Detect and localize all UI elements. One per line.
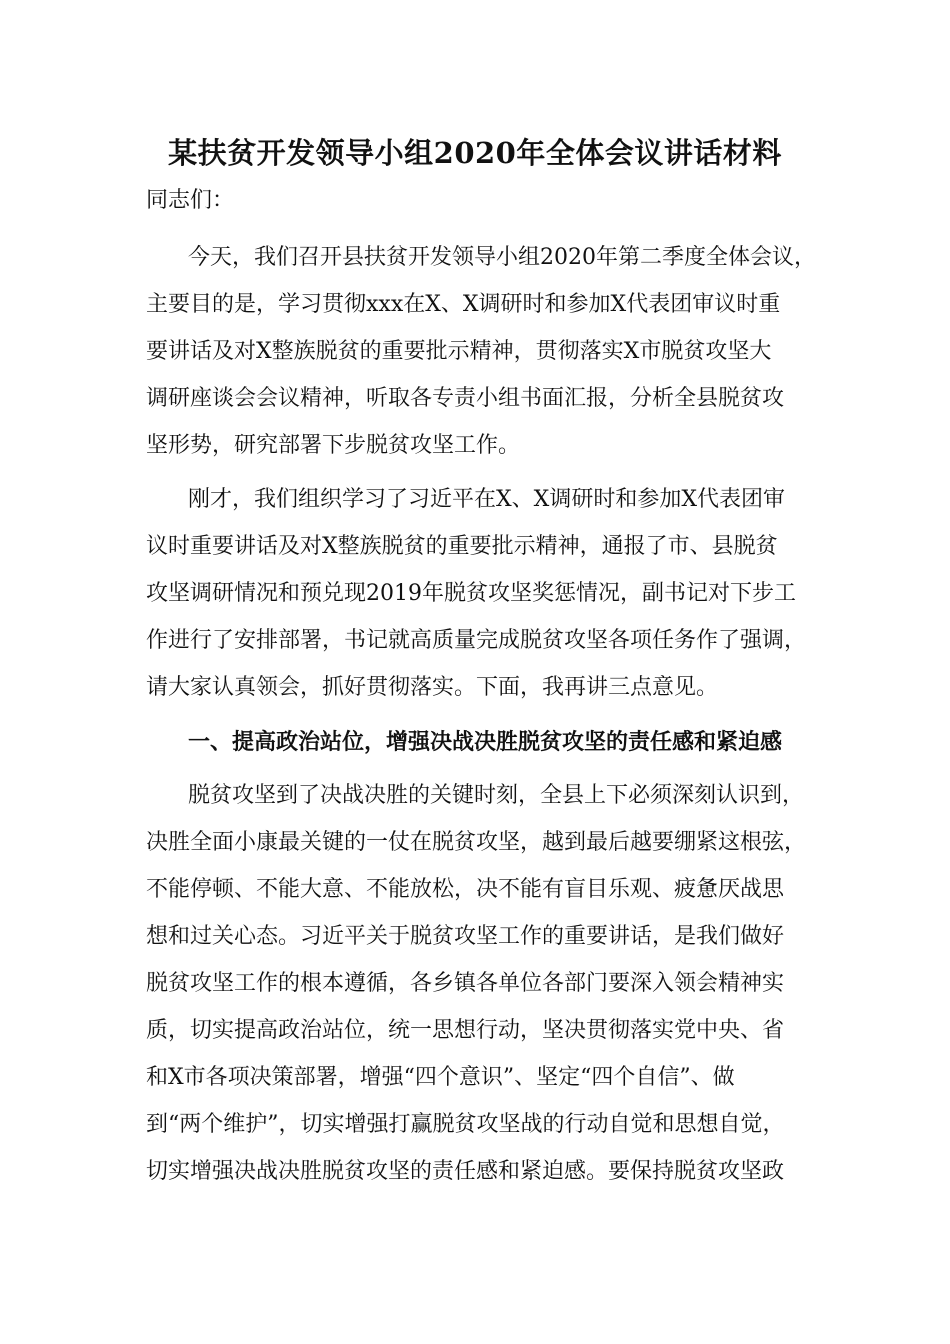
paragraph-line: 想和过关心态。习近平关于脱贫攻坚工作的重要讲话，是我们做好 <box>146 924 785 949</box>
paragraph-line: 攻坚调研情况和预兑现2019年脱贫攻坚奖惩情况，副书记对下步工 <box>146 581 796 606</box>
paragraph-line: 主要目的是，学习贯彻xxx在X、X调研时和参加X代表团审议时重 <box>146 292 781 317</box>
paragraph-line: 作进行了安排部署，书记就高质量完成脱贫攻坚各项任务作了强调， <box>146 628 807 653</box>
document-title: 某扶贫开发领导小组2020年全体会议讲话材料 <box>168 136 782 170</box>
paragraph-line: 调研座谈会会议精神，听取各专责小组书面汇报，分析全县脱贫攻 <box>146 386 785 411</box>
paragraph-line: 议时重要讲话及对X整族脱贫的重要批示精神，通报了市、县脱贫 <box>146 534 778 559</box>
paragraph-line: 切实增强决战决胜脱贫攻坚的责任感和紧迫感。要保持脱贫攻坚政 <box>146 1159 785 1184</box>
paragraph-line: 脱贫攻坚工作的根本遵循，各乡镇各单位各部门要深入领会精神实 <box>146 971 785 996</box>
paragraph-line: 刚才，我们组织学习了习近平在X、X调研时和参加X代表团审 <box>188 487 785 512</box>
paragraph-line: 今天，我们召开县扶贫开发领导小组2020年第二季度全体会议， <box>188 245 816 270</box>
paragraph-line: 请大家认真领会，抓好贯彻落实。下面，我再讲三点意见。 <box>146 675 719 700</box>
paragraph-line: 决胜全面小康最关键的一仗在脱贫攻坚，越到最后越要绷紧这根弦， <box>146 830 807 855</box>
section-heading: 一、提高政治站位，增强决战决胜脱贫攻坚的责任感和紧迫感 <box>188 729 783 755</box>
salutation: 同志们： <box>146 188 235 213</box>
paragraph-line: 坚形势，研究部署下步脱贫攻坚工作。 <box>146 433 521 458</box>
paragraph-line: 到“两个维护”，切实增强打赢脱贫攻坚战的行动自觉和思想自觉， <box>146 1112 785 1137</box>
paragraph-line: 质，切实提高政治站位，统一思想行动，坚决贯彻落实党中央、省 <box>146 1018 785 1043</box>
paragraph-line: 和X市各项决策部署，增强“四个意识”、坚定“四个自信”、做 <box>146 1065 735 1090</box>
paragraph-line: 不能停顿、不能大意、不能放松，决不能有盲目乐观、疲惫厌战思 <box>146 877 785 902</box>
paragraph-line: 脱贫攻坚到了决战决胜的关键时刻，全县上下必须深刻认识到， <box>188 783 805 808</box>
paragraph-line: 要讲话及对X整族脱贫的重要批示精神，贯彻落实X市脱贫攻坚大 <box>146 339 772 364</box>
